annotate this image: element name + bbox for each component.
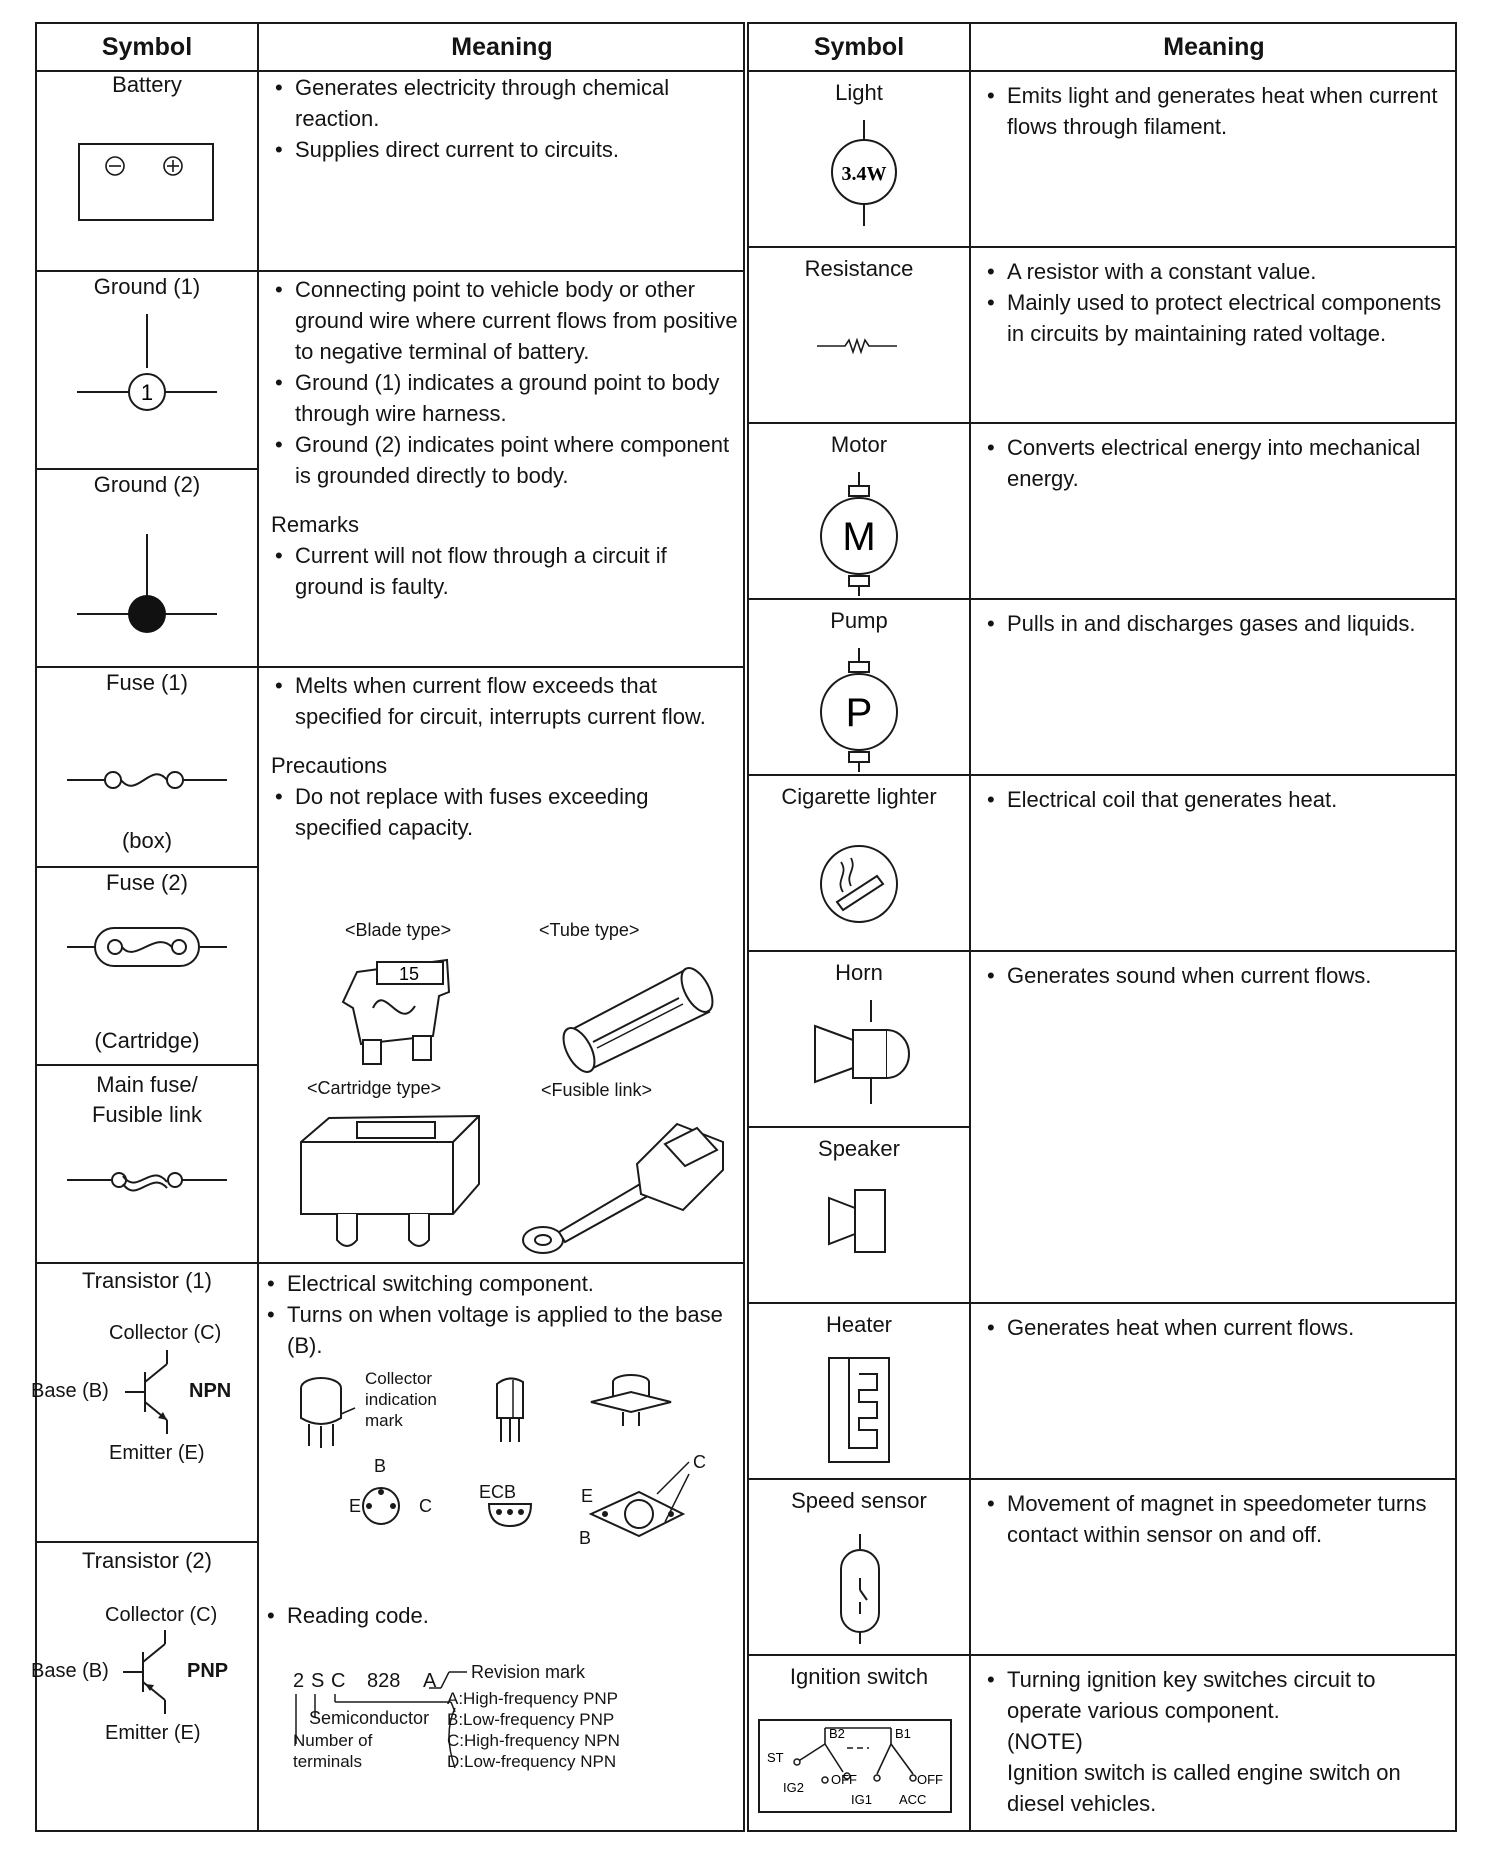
ign-st: ST xyxy=(767,1750,784,1765)
npn-transistor-icon xyxy=(125,1348,185,1438)
speed-sensor-icon xyxy=(835,1534,885,1644)
heater-icon xyxy=(827,1356,897,1466)
speed-sensor-meaning-item: • Movement of magnet in speedometer turns contact within sensor on and off. xyxy=(983,1488,1453,1550)
motor-meaning-item: • Converts electrical energy into mechanical energy. xyxy=(983,432,1453,494)
fuse1-icon xyxy=(67,764,227,794)
pump-meaning xyxy=(983,608,1453,639)
speaker-title: Speaker xyxy=(818,1136,900,1161)
collector-mark-label: Collector indication mark xyxy=(365,1369,437,1430)
left-symbol-table xyxy=(31,22,745,1832)
code-part2: S xyxy=(311,1670,325,1692)
ignition-note: Ignition switch is called engine switch on diesel vehicles. xyxy=(1007,1760,1401,1816)
fuse-meaning xyxy=(271,670,741,843)
ignition-switch-icon xyxy=(757,1718,957,1818)
resistor-icon xyxy=(817,336,897,356)
ign-b2: B2 xyxy=(829,1726,845,1741)
tube-type-label: <Tube type> xyxy=(539,920,640,940)
ground-remarks-item: • Current will not flow through a circuit if ground is faulty. xyxy=(271,540,741,602)
ign-b1: B1 xyxy=(895,1726,911,1741)
heater-title: Heater xyxy=(825,1312,893,1337)
column-divider xyxy=(257,24,259,1830)
battery-meaning-item: • Supplies direct current to circuits. xyxy=(271,134,741,165)
code-c: C:High-frequency NPN xyxy=(447,1731,620,1750)
motor-title: Motor xyxy=(830,432,888,457)
resistance-title: Resistance xyxy=(804,256,914,281)
code-semiconductor: Semiconductor xyxy=(309,1708,430,1728)
flat-package-icon xyxy=(489,1374,539,1454)
cartridge-fuse-icon xyxy=(299,1110,489,1260)
transistor1-emitter: Emitter (E) xyxy=(109,1442,205,1464)
to92-package-icon xyxy=(295,1374,355,1454)
pkg-c-label: C xyxy=(419,1496,432,1516)
cartridge-type-label: <Cartridge type> xyxy=(307,1078,442,1098)
to3-e-label: E xyxy=(581,1486,594,1506)
horn-meaning xyxy=(983,960,1453,991)
pkg-b-label: B xyxy=(374,1456,387,1476)
battery-meaning-item: • Generates electricity through chemical reaction. xyxy=(271,72,741,134)
transistor1-title: Transistor (1) xyxy=(82,1268,212,1293)
ignition-note-title: (NOTE) xyxy=(1007,1729,1083,1754)
fusible-link-icon xyxy=(517,1114,737,1264)
code-suffix: A xyxy=(423,1670,437,1692)
to3-c-label: C xyxy=(693,1452,706,1472)
ground-meaning-item: • Connecting point to vehicle body or other ground wire where current flows from positive to negative terminal of battery. xyxy=(271,274,741,367)
ignition-meaning-item: • Turning ignition key switches circuit to operate various component. xyxy=(983,1664,1453,1726)
battery-meaning xyxy=(271,72,741,165)
fuse1-title: Fuse (1) xyxy=(106,670,188,695)
battery-icon xyxy=(77,142,217,222)
ground-meaning-item: • Ground (2) indicates point where component is grounded directly to body. xyxy=(271,429,741,491)
to3-cap-icon xyxy=(587,1368,677,1438)
ground-remarks-title: Remarks xyxy=(271,512,360,537)
light-title: Light xyxy=(835,80,883,105)
transistor2-base: Base (B) xyxy=(31,1660,109,1682)
light-bulb-icon xyxy=(829,120,899,230)
mainfuse-icon xyxy=(67,1166,227,1196)
reading-code-item: • Reading code. xyxy=(263,1600,741,1631)
pump-letter: P xyxy=(845,691,873,735)
ign-off2: OFF xyxy=(917,1772,943,1787)
heater-meaning-item: • Generates heat when current flows. xyxy=(983,1312,1453,1343)
speed-sensor-title: Speed sensor xyxy=(791,1488,927,1513)
ground2-icon xyxy=(77,534,217,654)
ign-off1: OFF xyxy=(831,1772,857,1787)
code-d: D:Low-frequency NPN xyxy=(447,1752,617,1771)
ign-ig2: IG2 xyxy=(783,1780,804,1795)
code-b: B:Low-frequency PNP xyxy=(447,1710,615,1729)
ground1-mark: 1 xyxy=(140,380,154,405)
speaker-icon xyxy=(827,1186,907,1266)
resistance-meaning-item: • A resistor with a constant value. xyxy=(983,256,1453,287)
code-part3: C xyxy=(331,1670,346,1692)
transistor2-type: PNP xyxy=(187,1660,229,1682)
code-revision: Revision mark xyxy=(471,1662,586,1682)
ign-acc: ACC xyxy=(899,1792,927,1807)
pnp-transistor-icon xyxy=(123,1628,183,1718)
fuse2-icon xyxy=(67,922,227,972)
ign-ig1: IG1 xyxy=(851,1792,872,1807)
to3-b-label: B xyxy=(579,1528,592,1548)
resistance-meaning-item: • Mainly used to protect electrical components in circuits by maintaining rated voltage. xyxy=(983,287,1453,349)
code-terminals: Number of terminals xyxy=(293,1731,373,1771)
lighter-meaning-item: • Electrical coil that generates heat. xyxy=(983,784,1453,815)
pump-icon xyxy=(819,648,899,768)
fuse2-caption: (Cartridge) xyxy=(94,1028,200,1053)
horn-icon xyxy=(813,1000,923,1110)
ground2-title: Ground (2) xyxy=(93,472,201,497)
pkg-ecb-label: ECB xyxy=(479,1482,517,1502)
blade-fuse-icon xyxy=(337,952,477,1072)
motor-letter: M xyxy=(842,515,876,559)
lighter-title: Cigarette lighter xyxy=(781,784,937,809)
battery-title: Battery xyxy=(112,72,182,97)
pkg-e-label: E xyxy=(349,1496,362,1516)
flat-bottom-icon xyxy=(485,1500,535,1530)
transistor1-base: Base (B) xyxy=(31,1380,109,1402)
transistor1-type: NPN xyxy=(189,1380,232,1402)
ground-meaning-item: • Ground (1) indicates a ground point to body through wire harness. xyxy=(271,367,741,429)
resistance-meaning xyxy=(983,256,1453,349)
mainfuse-title: Main fuse/ Fusible link xyxy=(91,1072,203,1127)
ground1-title: Ground (1) xyxy=(93,274,201,299)
code-part1: 2 xyxy=(293,1670,305,1692)
transistor1-collector: Collector (C) xyxy=(109,1322,222,1344)
symbol-header-right: Symbol xyxy=(813,32,905,61)
speed-sensor-meaning xyxy=(983,1488,1453,1550)
blade-value: 15 xyxy=(398,964,420,984)
pump-meaning-item: • Pulls in and discharges gases and liquids. xyxy=(983,608,1453,639)
transistor-meaning-item: • Electrical switching component. xyxy=(263,1268,741,1299)
fuse2-title: Fuse (2) xyxy=(106,870,188,895)
ignition-meaning xyxy=(983,1664,1453,1819)
symbol-header: Symbol xyxy=(101,32,193,61)
cigarette-lighter-icon xyxy=(819,844,899,924)
transistor2-emitter: Emitter (E) xyxy=(105,1722,201,1744)
fuse-precautions-item: • Do not replace with fuses exceeding specified capacity. xyxy=(271,781,741,843)
fuse1-caption: (box) xyxy=(121,828,173,853)
blade-type-label: <Blade type> xyxy=(345,920,452,940)
pump-title: Pump xyxy=(830,608,888,633)
motor-icon xyxy=(819,472,899,592)
reading-code xyxy=(263,1600,741,1631)
code-a: A:High-frequency PNP xyxy=(447,1689,619,1708)
fuse-precautions-title: Precautions xyxy=(271,753,388,778)
right-symbol-table xyxy=(747,22,1457,1832)
tube-fuse-icon xyxy=(557,958,737,1068)
meaning-header: Meaning xyxy=(451,32,553,61)
lighter-meaning xyxy=(983,784,1453,815)
ground-meaning xyxy=(271,274,741,602)
transistor2-title: Transistor (2) xyxy=(82,1548,212,1573)
motor-meaning xyxy=(983,432,1453,494)
light-meaning xyxy=(983,80,1453,142)
transistor-meaning xyxy=(263,1268,741,1361)
ground1-icon xyxy=(77,314,217,444)
light-meaning-item: • Emits light and generates heat when current flows through filament. xyxy=(983,80,1453,142)
light-rating: 3.4W xyxy=(841,163,887,185)
fusible-link-label: <Fusible link> xyxy=(541,1080,653,1100)
ignition-title: Ignition switch xyxy=(789,1664,929,1689)
horn-meaning-item: • Generates sound when current flows. xyxy=(983,960,1453,991)
to3-bottom-icon xyxy=(587,1474,707,1554)
heater-meaning xyxy=(983,1312,1453,1343)
code-number: 828 xyxy=(367,1670,401,1692)
transistor-meaning-item: • Turns on when voltage is applied to the base (B). xyxy=(263,1299,741,1361)
transistor2-collector: Collector (C) xyxy=(105,1604,218,1626)
meaning-header-right: Meaning xyxy=(1163,32,1265,61)
horn-title: Horn xyxy=(835,960,883,985)
fuse-meaning-item: • Melts when current flow exceeds that specified for circuit, interrupts current flow. xyxy=(271,670,741,732)
